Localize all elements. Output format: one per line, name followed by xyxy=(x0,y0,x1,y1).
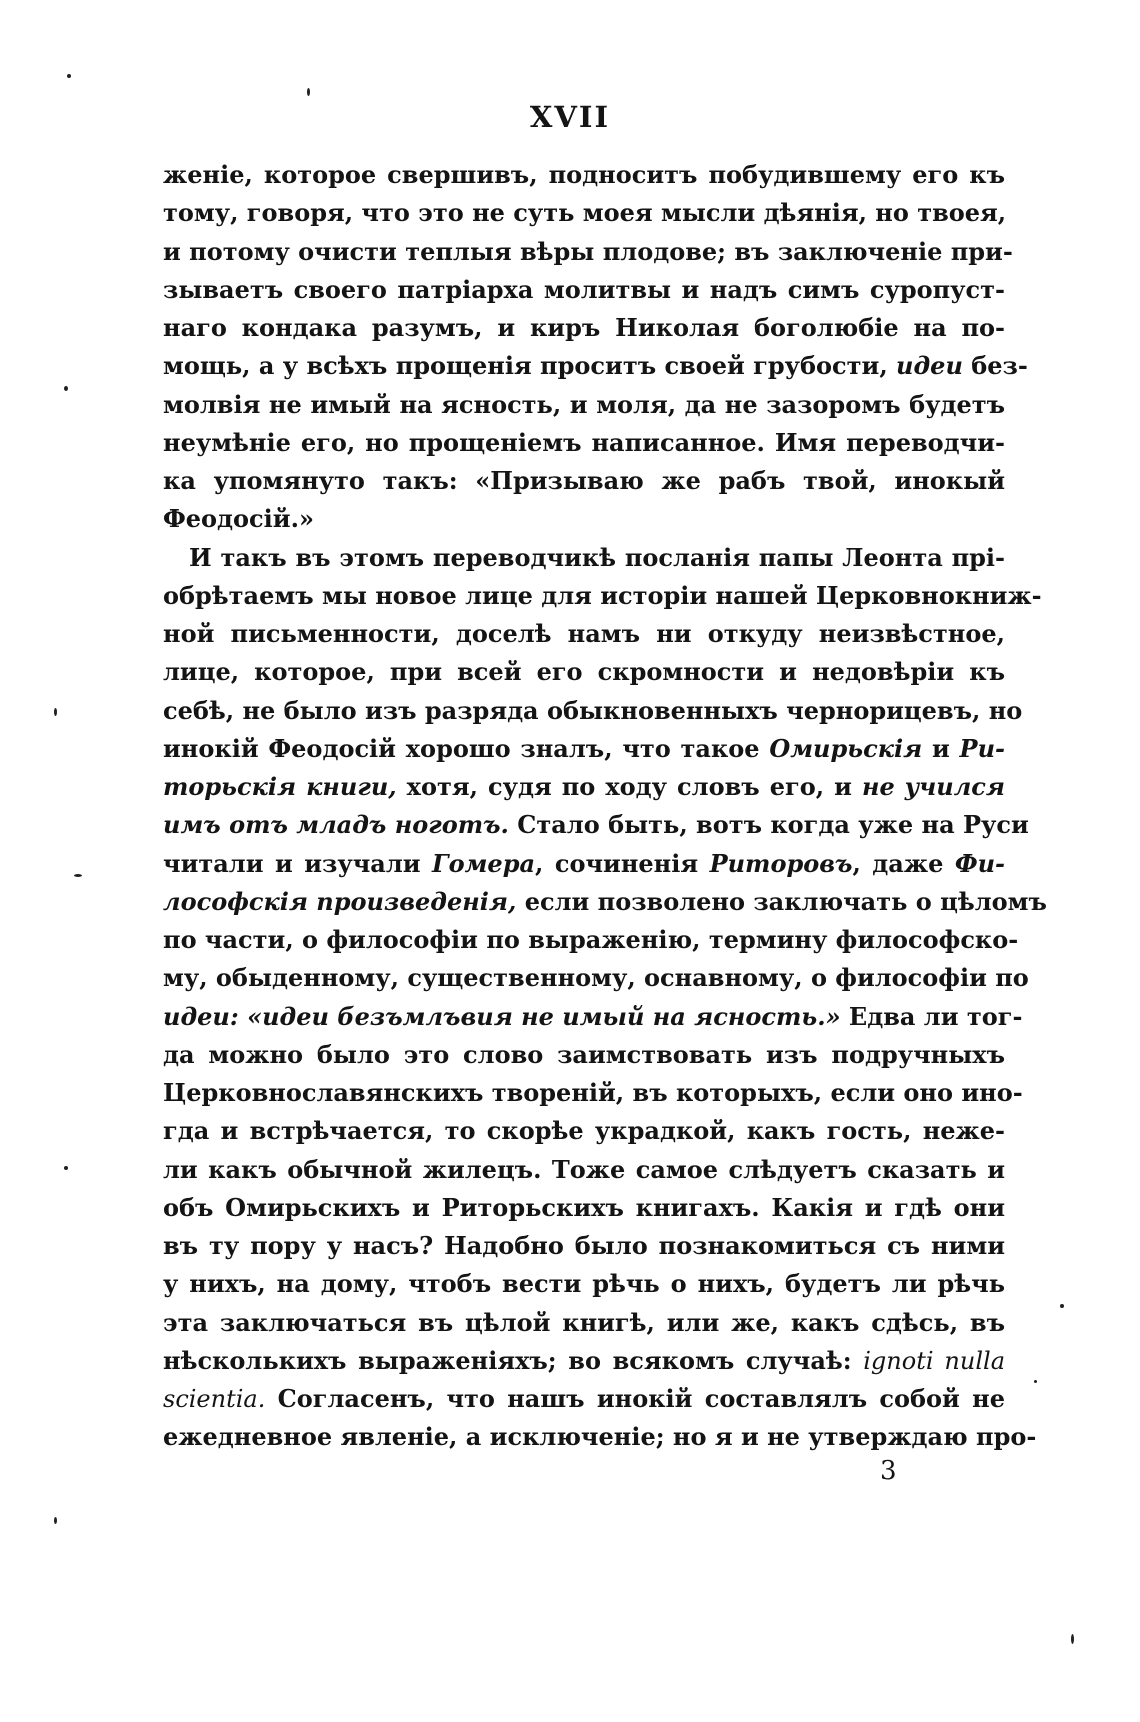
text-segment: Стало быть, вотъ когда уже на Руси xyxy=(508,810,1029,840)
text-line: ка упомянуто такъ: «Призываю же рабъ твой, инокый xyxy=(163,466,1005,495)
italic-segment: не учился xyxy=(861,772,1006,801)
text-line: му, обыденному, существенному, оснавному, о философіи по xyxy=(163,963,1029,993)
text-line: зываетъ своего патріарха молитвы и надъ симъ суропуст- xyxy=(163,274,1005,304)
text-line: да можно было это слово заимствовать изъ подручныхъ xyxy=(163,1039,1005,1069)
text-segment: без- xyxy=(962,351,1028,381)
text-line xyxy=(163,845,1005,883)
text-line: ной письменности, доселѣ намъ ни откуду неизвѣстное, xyxy=(163,619,1005,648)
italic-segment: Фи- xyxy=(954,848,1005,878)
page-header-number: XVII xyxy=(529,100,611,134)
scan-speck xyxy=(1034,1380,1037,1383)
text-line: въ ту пору у насъ? Надобно было познакомиться съ ними xyxy=(163,1231,1005,1260)
text-segment: инокій Феодосій хорошо зналъ, что такое xyxy=(163,733,770,763)
text-line: по части, о философіи по выраженію, термину философско- xyxy=(163,925,1019,954)
italic-segment: лософскія произведенія, xyxy=(163,886,517,916)
text-line: тому, говоря, что это не суть моея мысли дѣянія, но твоея, xyxy=(163,198,1007,228)
text-line: наго кондака разумъ, и киръ Николая боголюбіе на по- xyxy=(163,313,1005,342)
text-line: ежедневное явленіе, а исключеніе; но я и не утверждаю про- xyxy=(163,1422,1037,1452)
text-line: гда и встрѣчается, то скорѣе украдкой, какъ гость, неже- xyxy=(163,1116,1005,1146)
text-segment: мощь, а у всѣхъ прощенія проситъ своей грубости, xyxy=(163,351,897,381)
text-segment: и xyxy=(922,733,960,763)
scan-speck xyxy=(307,88,310,96)
scan-speck xyxy=(54,708,57,716)
body-text xyxy=(163,156,1047,1457)
text-line xyxy=(163,768,1005,806)
italic-segment: идеи: «идеи безъмлъвия не имый на ясность.» xyxy=(163,1001,841,1031)
text-line xyxy=(163,1342,1005,1380)
signature-mark: 3 xyxy=(880,1456,897,1486)
scan-speck xyxy=(74,874,82,877)
text-line: у нихъ, на дому, чтобъ вести рѣчь о нихъ, будетъ ли рѣчь xyxy=(163,1269,1005,1299)
scan-speck xyxy=(64,1166,68,1170)
text-line: себѣ, не было изъ разряда обыкновенныхъ чернорицевъ, но xyxy=(163,695,1023,725)
text-line: молвія не имый на ясность, и моля, да не зазоромъ будетъ xyxy=(163,389,1005,419)
text-segment: Едва ли тог- xyxy=(840,1001,1023,1031)
italic-segment: Ри- xyxy=(959,733,1005,763)
scan-speck xyxy=(54,1517,57,1524)
text-line: лице, которое, при всей его скромности и недовѣріи къ xyxy=(163,657,1005,687)
text-segment: Согласенъ, что нашъ инокій составлялъ собой не xyxy=(265,1384,1005,1413)
scan-speck xyxy=(64,386,68,391)
text-line: женіе, которое свершивъ, подноситъ побудившему его къ xyxy=(163,160,1005,189)
text-line: Феодосій.» xyxy=(163,504,314,534)
text-line: и потому очисти теплыя вѣры плодове; въ заключеніе при- xyxy=(163,236,1013,266)
italic-segment: ignoti nulla xyxy=(863,1346,1005,1375)
text-segment: читали и изучали xyxy=(163,848,433,878)
italic-segment: Гомера xyxy=(432,848,536,878)
text-segment: , даже xyxy=(852,848,955,878)
text-line xyxy=(163,806,1029,844)
text-line: И такъ въ этомъ переводчикѣ посланія папы Леонта прі- xyxy=(189,542,1005,572)
italic-segment: Риторовъ xyxy=(709,848,853,878)
italic-segment: идеи xyxy=(896,351,963,381)
text-segment: хотя, судя по ходу словъ его, и xyxy=(396,772,862,801)
text-line xyxy=(163,883,1047,921)
text-line: объ Омирьскихъ и Риторьскихъ книгахъ. Какія и гдѣ они xyxy=(163,1192,1005,1222)
scan-speck xyxy=(1071,1634,1074,1644)
text-line: эта заключаться въ цѣлой книгѣ, или же, какъ сдѣсь, въ xyxy=(163,1307,1005,1337)
text-line: неумѣніе его, но прощеніемъ написанное. Имя переводчи- xyxy=(163,427,1005,457)
scan-speck xyxy=(67,74,71,78)
text-line: обрѣтаемъ мы новое лице для исторіи нашей Церковнокниж- xyxy=(163,580,1042,610)
text-line: Церковнославянскихъ твореній, въ которыхъ, если оно ино- xyxy=(163,1078,1023,1107)
text-segment: если позволено заключать о цѣломъ xyxy=(516,886,1047,916)
text-segment: , сочиненія xyxy=(535,848,710,878)
text-segment: нѣсколькихъ выраженіяхъ; во всякомъ случаѣ: xyxy=(163,1345,864,1375)
italic-segment: scientia. xyxy=(163,1385,266,1413)
italic-segment: торьскія книги, xyxy=(163,772,397,801)
text-line: ли какъ обычной жилецъ. Тоже самое слѣдуетъ сказать и xyxy=(163,1154,1005,1184)
italic-segment: имъ отъ младъ ноготъ. xyxy=(163,810,509,840)
scan-speck xyxy=(1060,1304,1064,1308)
text-line xyxy=(163,347,1028,385)
italic-segment: Омирьскія xyxy=(769,733,923,763)
text-line xyxy=(163,998,1023,1036)
text-line xyxy=(163,1380,1005,1418)
text-line xyxy=(163,730,1005,768)
